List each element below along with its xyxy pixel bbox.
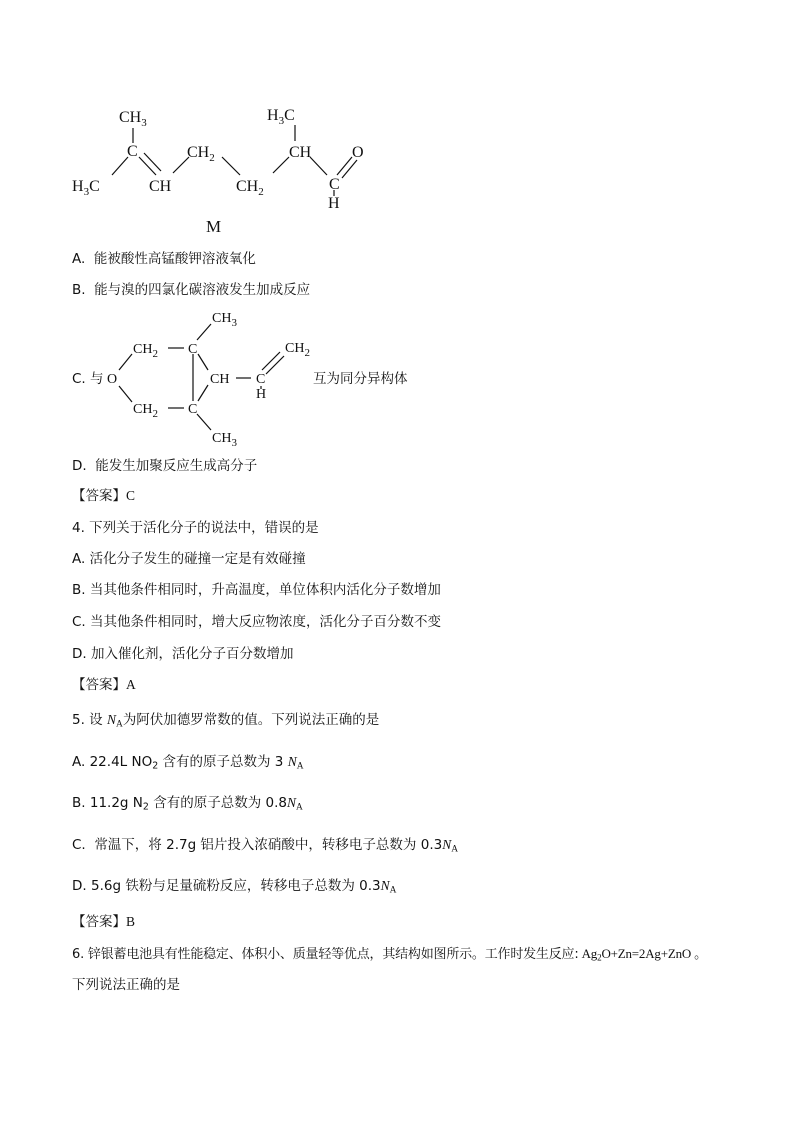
bond-vinyl-double-2	[266, 356, 284, 374]
q4-option-d: D. 加入催化剂，活化分子百分数增加	[72, 646, 294, 662]
q3-answer: 【答案】C	[72, 488, 136, 504]
q3-option-c: C. 与	[72, 371, 104, 387]
q4-option-b: B. 当其他条件相同时，升高温度，单位体积内活化分子数增加	[72, 582, 441, 598]
atom-c-vinyl: C	[256, 372, 266, 387]
atom-ch2-top: $CH_2$	[133, 342, 158, 360]
bond-cbottom-ch3	[197, 414, 211, 430]
bond-c-h3c	[112, 157, 128, 175]
bond-double-2	[144, 153, 161, 171]
atom-ch2-a: $CH_2$	[187, 144, 215, 164]
q6-stem-line2: 下列说法正确的是	[72, 977, 180, 993]
bond-ch2-ch2	[222, 157, 240, 175]
q3-option-b: B. 能与溴的四氯化碳溶液发生加成反应	[72, 282, 311, 298]
bond-c-o-1	[337, 157, 352, 175]
q4-stem: 4. 下列关于活化分子的说法中，错误的是	[72, 520, 319, 536]
atom-ch: CH	[210, 372, 230, 387]
q3-option-d: D. 能发生加聚反应生成高分子	[72, 458, 258, 474]
q3-option-c-suffix: 互为同分异构体	[313, 371, 408, 387]
structure-m-label: M	[206, 217, 222, 236]
bond-ch-c	[310, 157, 327, 175]
atom-ch3-top: $CH_3$	[119, 109, 147, 129]
atom-o: O	[352, 144, 364, 161]
atom-o-ring: O	[107, 372, 118, 387]
atom-ch2-vinyl: $CH_2$	[285, 341, 310, 359]
atom-h-aldehyde: H	[328, 195, 340, 212]
atom-c-top: C	[188, 342, 198, 357]
bond-ch2-ch	[273, 157, 289, 173]
q5-stem: 5. 设 $N_A$为阿伏加德罗常数的值。下列说法正确的是	[72, 712, 380, 730]
atom-ch3-top: $CH_3$	[212, 311, 237, 329]
atom-c-left: C	[127, 143, 138, 160]
atom-ch2-b: $CH_2$	[236, 178, 264, 198]
atom-ch-double: CH	[149, 178, 172, 195]
structure-c-diagram	[100, 302, 330, 452]
q5-option-b: B. 11.2g $N_2$ 含有的原子总数为 $0.8N_A$	[72, 795, 303, 813]
atom-ch-right: CH	[289, 144, 312, 161]
q5-answer: 【答案】B	[72, 914, 136, 930]
atom-ch2-bottom: $CH_2$	[133, 402, 158, 420]
atom-h3c-right: $H_3C$	[267, 107, 295, 127]
q3-option-a: A. 能被酸性高锰酸钾溶液氧化	[72, 251, 256, 267]
bond-c-o-2	[342, 160, 357, 178]
atom-h3c-left: $H_3C$	[72, 178, 100, 198]
atom-ch3-bottom: $CH_3$	[212, 431, 237, 449]
bond-cbottom-ch	[198, 385, 208, 401]
atom-h-vinyl: H	[256, 387, 267, 402]
q5-option-a: A. 22.4L $NO_2$ 含有的原子总数为 3 $N_A$	[72, 754, 304, 772]
bond-vinyl-double-1	[262, 352, 280, 370]
bond-ctop-ch	[198, 354, 208, 370]
q4-option-c: C. 当其他条件相同时，增大反应物浓度，活化分子百分数不变	[72, 614, 442, 630]
structure-m-diagram	[60, 95, 400, 240]
atom-c-aldehyde: C	[329, 176, 340, 193]
q4-option-a: A. 活化分子发生的碰撞一定是有效碰撞	[72, 551, 306, 567]
bond-ctop-ch3	[197, 324, 211, 340]
atom-c-bottom: C	[188, 402, 198, 417]
bond-o-ch2bottom	[119, 386, 132, 402]
svg-text:CH3	[119, 109, 147, 129]
q5-option-c: C. 常温下，将 2.7g 铝片投入浓硝酸中，转移电子总数为 $0.3N_A$	[72, 837, 459, 855]
q4-answer: 【答案】A	[72, 677, 136, 693]
q6-stem-line1: 6. 锌银蓄电池具有性能稳定、体积小、质量轻等优点，其结构如图所示。工作时发生反应: $Ag_2O+Zn=2Ag+ZnO$ 。	[72, 946, 707, 963]
bond-o-ch2top	[119, 354, 132, 370]
q5-option-d: D. 5.6g 铁粉与足量硫粉反应，转移电子总数为 $0.3N_A$	[72, 878, 397, 896]
bond-double-1	[139, 157, 156, 175]
